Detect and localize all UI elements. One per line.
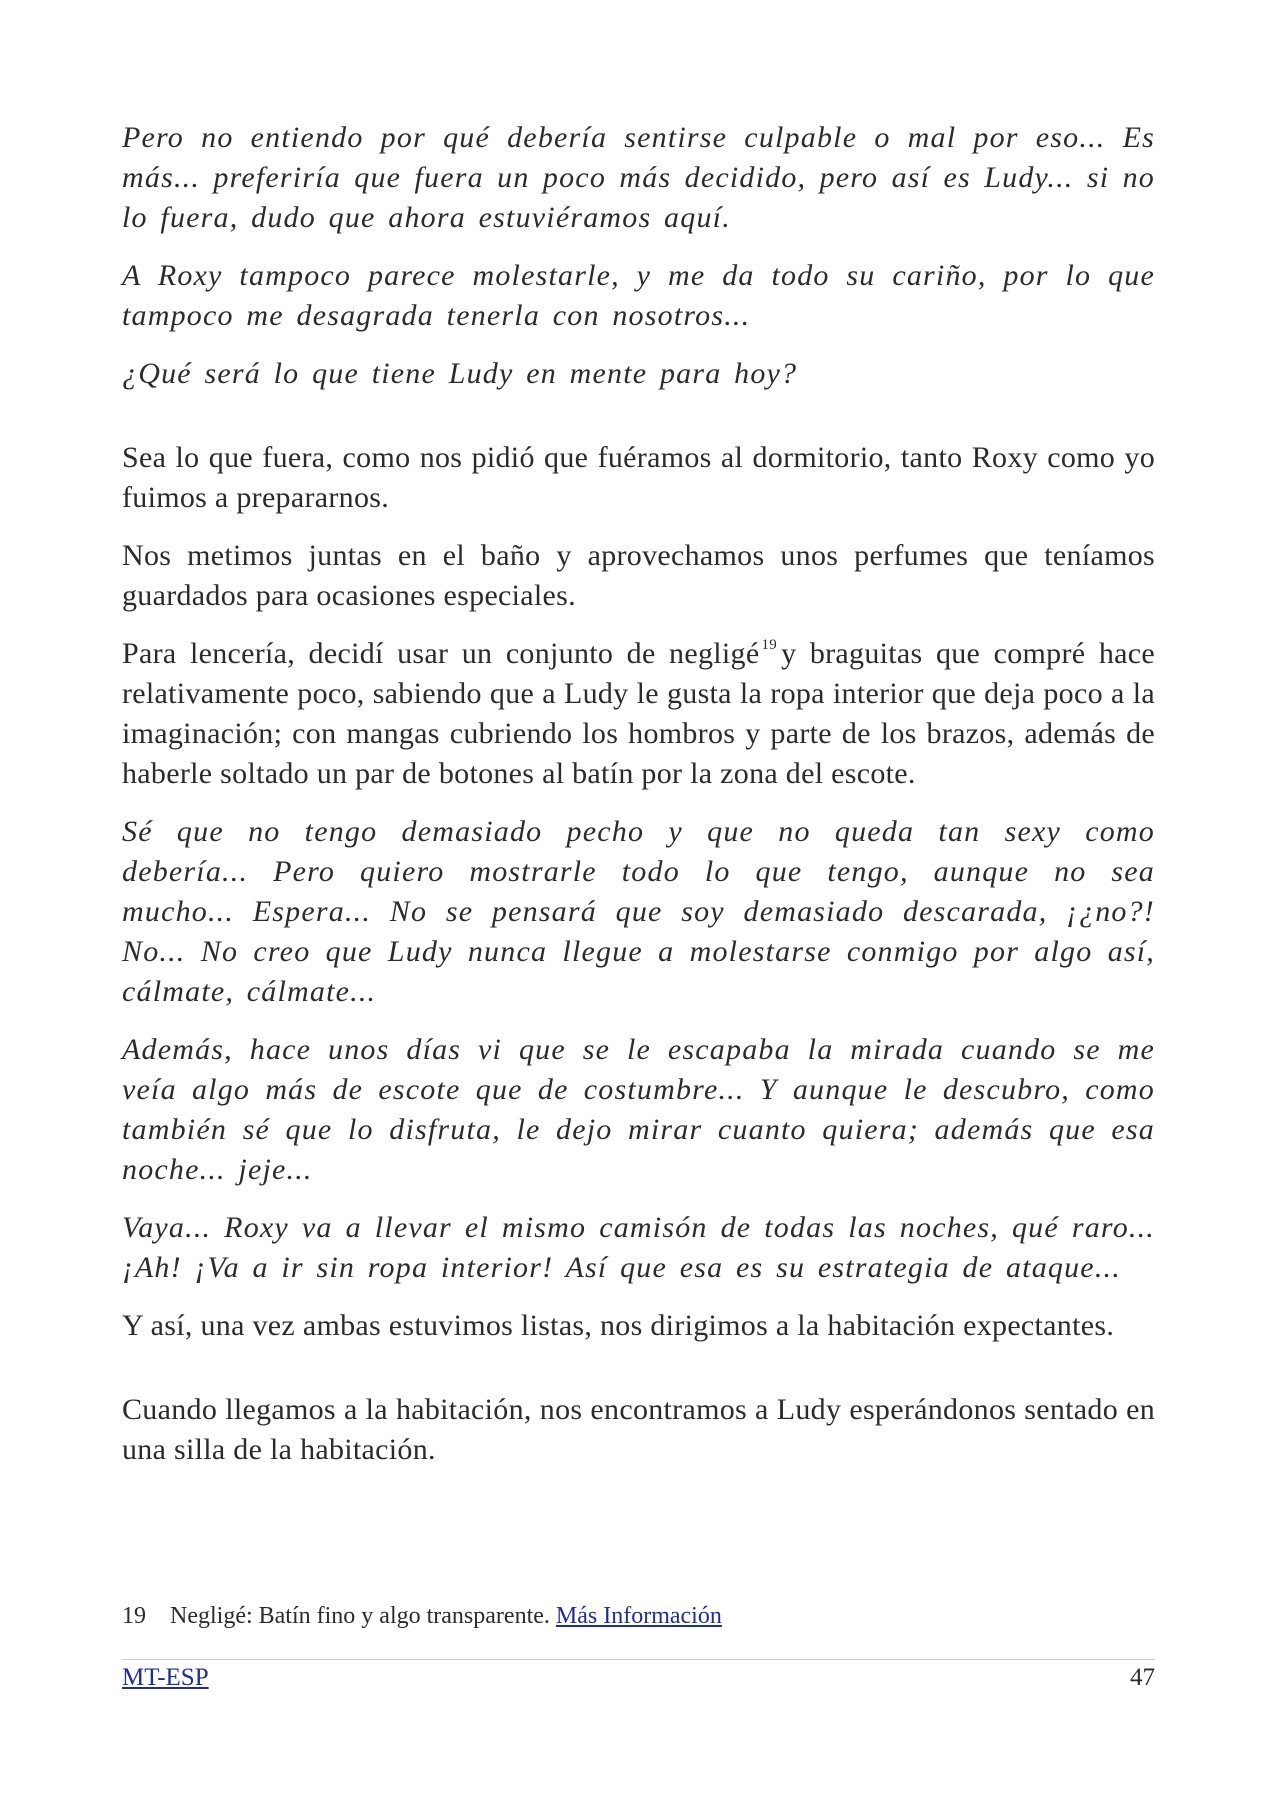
paragraph: ¿Qué será lo que tiene Ludy en mente para hoy? [122, 357, 798, 390]
paragraph: Además, hace unos días vi que se le escapaba la mirada cuando se me veía algo más de escote que de costumbre... Y aunque le descubro, como también sé que lo disfruta, le dejo mirar cuanto quiera; además que esa noche... jeje... [122, 1033, 1155, 1186]
paragraph: Pero no entiendo por qué debería sentirse culpable o mal por eso... Es más... preferiría que fuera un poco más decidido, pero así es Ludy... si no lo fuera, dudo que ahora estuviéramos aquí. [122, 121, 1155, 234]
paragraph: Sé que no tengo demasiado pecho y que no queda tan sexy como debería... Pero quiero mostrarle todo lo que tengo, aunque no sea mucho... Espera... No se pensará que soy demasiado descarada, ¡¿no?! No... No creo que Ludy nunca llegue a molestarse conmigo por algo así, cálmate, cálmate... [122, 815, 1155, 1008]
paragraph: Nos metimos juntas en el baño y aprovechamos unos perfumes que teníamos guardados para ocasiones especiales. [122, 539, 1155, 612]
paragraph: A Roxy tampoco parece molestarle, y me da todo su cariño, por lo que tampoco me desagrada tenerla con nosotros... [122, 259, 1155, 332]
footer-divider [122, 1659, 1155, 1660]
paragraph: Y así, una vez ambas estuvimos listas, nos dirigimos a la habitación expectantes. [122, 1309, 1115, 1342]
footnote-text: Negligé: Batín fino y algo transparente. [170, 1603, 550, 1629]
footnote-reference[interactable]: 19 [761, 637, 778, 653]
paragraph: Vaya... Roxy va a llevar el mismo camisón de todas las noches, qué raro... ¡Ah! ¡Va a ir sin ropa interior! Así que esa es su estrategia de ataque... [122, 1211, 1155, 1284]
page-footer [122, 1662, 1155, 1694]
footnote [122, 1600, 1155, 1632]
footnote-more-info-link[interactable]: Más Información [555, 1603, 722, 1629]
paragraph: Cuando llegamos a la habitación, nos encontramos a Ludy esperándonos sentado en una silla de la habitación. [122, 1393, 1155, 1466]
page-number: 47 [1130, 1664, 1155, 1691]
footer-mt-esp-link[interactable]: MT-ESP [122, 1664, 209, 1691]
paragraph: Sea lo que fuera, como nos pidió que fuéramos al dormitorio, tanto Roxy como yo fuimos a prepararnos. [122, 441, 1155, 514]
footnote-number: 19 [122, 1603, 146, 1629]
paragraph-text-before: Para lencería, decidí usar un conjunto de negligé [122, 637, 760, 670]
paragraph-text-after: y braguitas que compré hace relativamente poco, sabiendo que a Ludy le gusta la ropa interior que deja poco a la imaginación; con mangas cubriendo los hombros y parte de los brazos, además de haberle soltado un par de botones al batín por la zona del escote. [122, 637, 1155, 790]
paragraph-with-footnote [122, 634, 1155, 794]
page-body [122, 118, 1155, 1488]
